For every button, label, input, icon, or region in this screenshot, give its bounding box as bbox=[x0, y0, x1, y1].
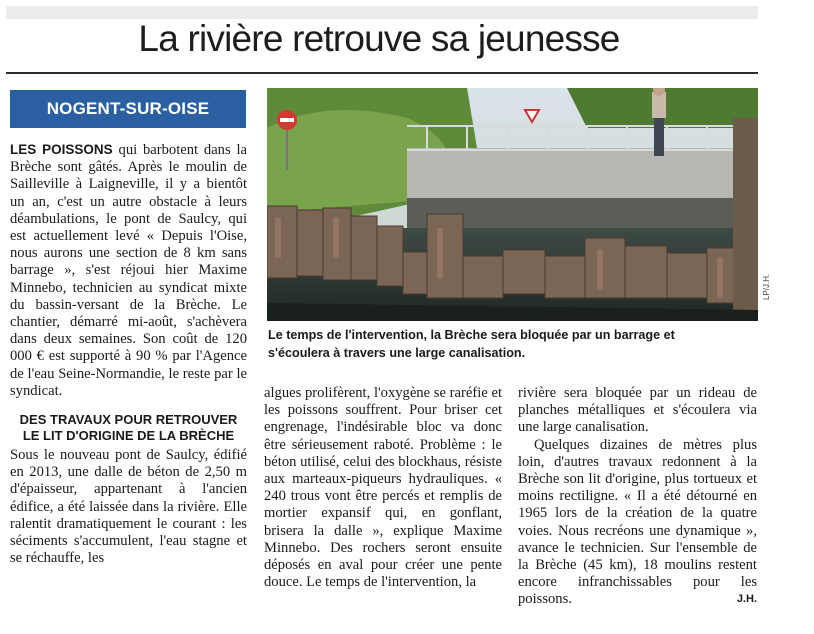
lead-in: LES POISSONS bbox=[10, 142, 113, 157]
subheading: DES TRAVAUX POUR RETROUVER LE LIT D'ORIGINE DE LA BRÈCHE bbox=[19, 412, 238, 444]
photo-caption: Le temps de l'intervention, la Brèche sera bloquée par un barrage et s'écoulera à travers une large canalisation. bbox=[268, 328, 675, 360]
photo-illustration bbox=[267, 88, 758, 321]
column-2-text: algues prolifèrent, l'oxygène se raréfie et les poissons souffrent. Pour briser cet engrenage, l'indésirable bloc va donc être sérieusement raboté. Problème : le béton utilisé, celui des blockhaus, résiste aux marteaux-piqueurs hydrauliques. « 240 trous vont être percés et remplis de mortier expansif qui, en gonflant, brisera la dalle », explique Maxime Minnebo. Des rochers seront ensuite déposés en aval pour créer une pente douce. Le temps de l'intervention, la bbox=[264, 385, 502, 591]
section-banner: NOGENT-SUR-OISE bbox=[10, 90, 246, 128]
article-column-3 bbox=[518, 385, 757, 609]
headline-rule bbox=[6, 72, 758, 74]
photo-credit: LP/J.H. bbox=[762, 273, 771, 300]
column-3-paragraph-2-body: Quelques dizaines de mètres plus loin, d'autres travaux redonnent à la Brèche son lit d'origine, plus tortueux et moins rectiligne. « Il a été détourné en 1965 lors de la création de la quatre voies. Nous recréons une dynamique », avance le technicien. Sur l'ensemble de la Brèche (45 km), 18 moulins restent encore infranchissables pour les poissons. bbox=[518, 436, 757, 608]
paragraph-2: Sous le nouveau pont de Saulcy, édifié en 2013, une dalle de béton de 2,50 m d'épaisseur, appartenant à l'ancien édifice, a été laissée dans la rivière. Elle ralentit dramatiquement le courant : les séciments s'accumulent, l'eau stagne et se réchauffe, les bbox=[10, 447, 247, 567]
paragraph-1-body: qui barbotent dans la Brèche sont gâtés. Après le moulin de Sailleville à Laigneville, il y a bientôt un an, c'est un autre obstacle à leurs déambulations, le pont de Saulcy, qui est actuellement levé « Depuis l'Oise, nous aurons une section de 8 km sans barrage », s'est réjoui hier Maxime Minnebo, technicien au syndicat mixte du bassin-versant de la Brèche. Le chantier, démarré mi-août, s'achèvera dans deux semaines. Son coût de 120 000 € est supporté à 90 % par l'Agence de l'eau Seine-Normandie, le reste par le syndicat. bbox=[10, 142, 248, 399]
column-3-paragraph-2 bbox=[518, 437, 757, 609]
headline: La rivière retrouve sa jeunesse bbox=[138, 18, 620, 59]
column-3-paragraph-1: rivière sera bloquée par un rideau de planches métalliques et s'écoulera via une large canalisation. bbox=[518, 385, 757, 436]
article-column-1 bbox=[10, 141, 247, 567]
article-column-2 bbox=[264, 385, 502, 591]
paragraph-1 bbox=[10, 141, 247, 400]
photo-river-bridge bbox=[267, 88, 758, 321]
author-signature: J.H. bbox=[736, 593, 757, 606]
